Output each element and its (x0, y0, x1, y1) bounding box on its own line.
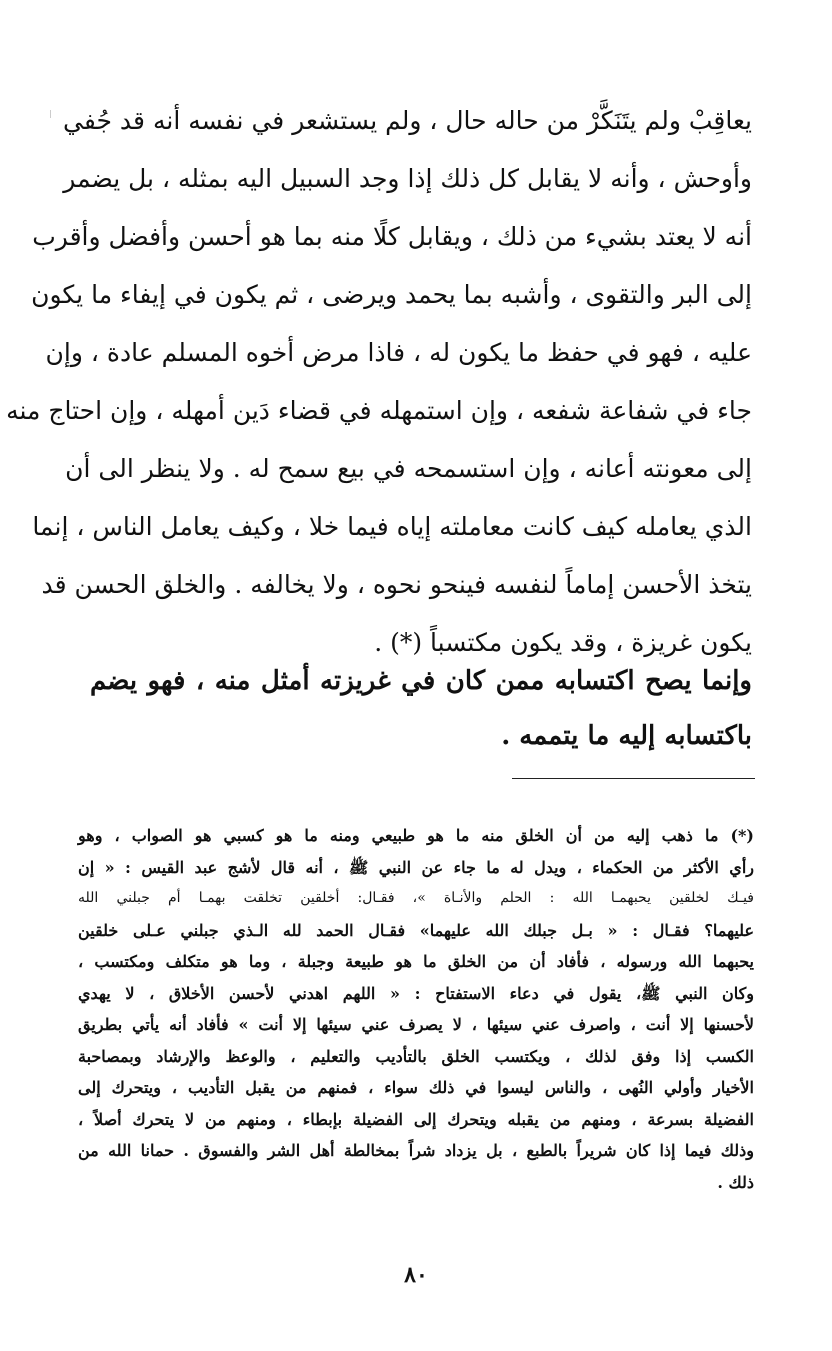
footnote-line: وذلك فيما إذا كان شريراً بالطبع ، بل يزداد شراً بمخالطة أهل الشر والفسوق . حمانا الله من (78, 1141, 754, 1160)
body-line: أنه لا يعتد بشيء من ذلك ، ويقابل كلًا منه بما هو أحسن وأفضل وأقرب (32, 222, 752, 251)
quote-line: باكتسابه إليه ما يتممه . (501, 721, 752, 751)
footnote (78, 820, 754, 1198)
footnote-line: وكان النبي ﷺ، يقول في دعاء الاستفتاح : « اللهم اهدني لأحسن الأخلاق ، لا يهدي (78, 983, 754, 1003)
body-line: الذي يعامله كيف كانت معاملته إياه فيما خلا ، وكيف يعامل الناس ، إنما (32, 512, 752, 541)
body-line: عليه ، فهو في حفظ ما يكون له ، فاذا مرض أخوه المسلم عادة ، وإن (45, 338, 752, 367)
page-number: ٨٠ (404, 1262, 428, 1288)
footnote-divider (512, 778, 755, 779)
footnote-line: فيـك لخلقين يحبهمـا الله : الحلم والأنـاة »، فقـال: أخلقين تخلقت بهمـا أم جبلني الله (78, 890, 754, 906)
footnote-line: (*) ما ذهب إليه من أن الخلق منه ما هو طبيعي ومنه ما هو كسبي هو الصواب ، وهو (78, 826, 754, 845)
body-line: يعاقِبْ ولم يتَنَكَّرْ من حاله حال ، ولم يستشعر في نفسه أنه قد جُفي (63, 106, 752, 135)
quote-line: وإنما يصح اكتسابه ممن كان في غريزته أمثل منه ، فهو يضم (90, 666, 752, 696)
footnote-line: ذلك . (717, 1172, 754, 1192)
body-line: إلى البر والتقوى ، وأشبه بما يحمد ويرضى ، ثم يكون في إيفاء ما يكون (31, 280, 752, 309)
footnote-line: الكسب إذا وفق لذلك ، ويكتسب الخلق بالتأديب والتعليم ، والوعظ والإرشاد وبمصاحبة (78, 1046, 754, 1066)
footnote-line: رأي الأكثر من الحكماء ، ويدل له ما جاء عن النبي ﷺ ، أنه قال لأشج عبد القيس : « إن (78, 857, 754, 877)
main-paragraph (6, 92, 752, 672)
body-line: يكون غريزة ، وقد يكون مكتسباً (*) . (374, 628, 752, 657)
footnote-line: عليهما؟ فقـال : « بـل جبلك الله عليهما» فقـال الحمد لله الـذي جبلني عـلى خلقين (78, 920, 754, 940)
quoted-text (90, 654, 752, 764)
body-line: جاء في شفاعة شفعه ، وإن استمهله في قضاء دَين أمهله ، وإن احتاج منه (6, 396, 752, 425)
body-line: إلى معونته أعانه ، وإن استسمحه في بيع سمح له . ولا ينظر الى أن (65, 454, 752, 483)
footnote-line: الأخيار وأولي النُهى ، والناس ليسوا في ذلك سواء ، فمنهم من يقبل التأديب ، ويتحرك إلى (78, 1078, 754, 1097)
body-line: وأوحش ، وأنه لا يقابل كل ذلك إذا وجد السبيل اليه بمثله ، بل يضمر (63, 164, 752, 193)
footnote-line: لأحسنها إلا أنت ، واصرف عني سيئها ، لا يصرف عني سيئها إلا أنت » فأفاد أنه يأتي بطريق (78, 1015, 754, 1034)
body-line: يتخذ الأحسن إماماً لنفسه فينحو نحوه ، ولا يخالفه . والخلق الحسن قد (41, 570, 752, 599)
footnote-line: الفضيلة بسرعة ، ومنهم من يقبله ويتحرك إلى الفضيلة بإبطاء ، ومنهم من لا يتحرك أصلاً ، (78, 1109, 754, 1129)
margin-mark (50, 110, 51, 118)
footnote-line: يحبهما الله ورسوله ، فأفاد أن من الخلق ما هو طبيعة وجبلة ، وما هو متكلف ومكتسب ، (78, 952, 754, 971)
